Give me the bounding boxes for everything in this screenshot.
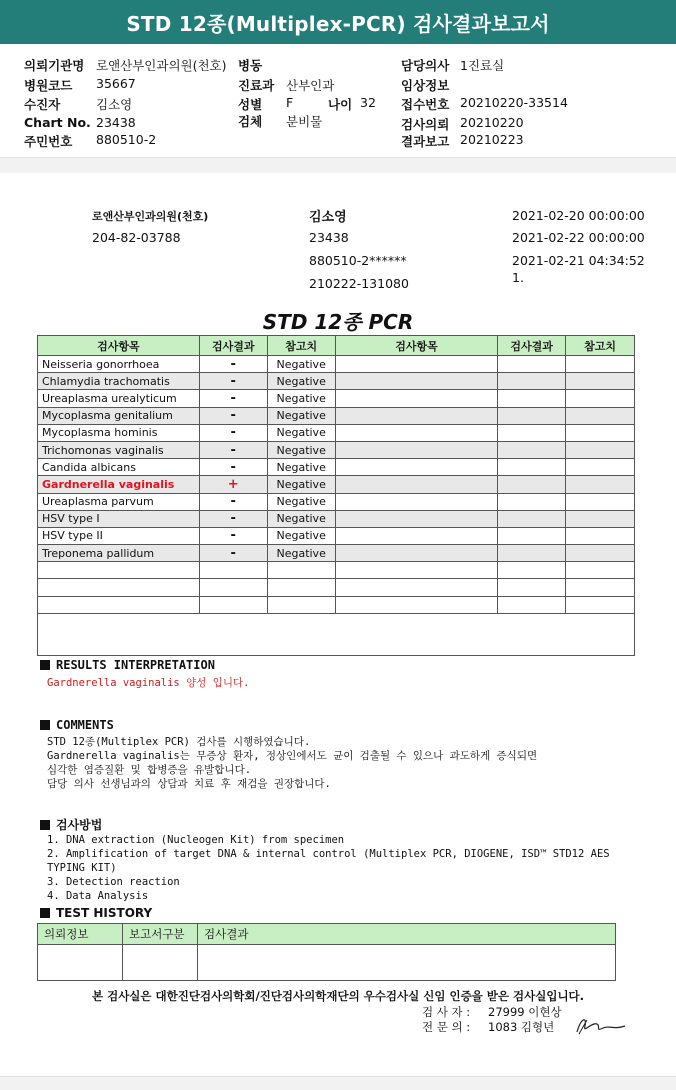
table-row xyxy=(38,579,635,596)
test-item-cell: Mycoplasma genitalium xyxy=(38,407,200,424)
empty-cell xyxy=(498,527,566,544)
table-row xyxy=(38,356,635,373)
empty-cell xyxy=(566,545,635,562)
empty-cell xyxy=(498,545,566,562)
history-cell xyxy=(38,945,123,981)
empty-cell xyxy=(199,579,267,596)
summary-clinic-no: 204-82-03788 xyxy=(92,230,181,245)
empty-cell xyxy=(335,579,498,596)
signature-icon xyxy=(573,1012,628,1038)
empty-cell xyxy=(199,596,267,613)
empty-cell xyxy=(566,493,635,510)
comment-line: Gardnerella vaginalis는 무증상 환자, 정상인에서도 균이 검출될 수 있으나 과도하게 증식되면 xyxy=(47,750,538,762)
empty-cell xyxy=(38,579,200,596)
report-value: 20210223 xyxy=(460,132,524,147)
age-label: 나이 xyxy=(328,97,353,112)
square-bullet-icon xyxy=(40,820,50,830)
sex-value: F xyxy=(286,95,294,110)
dept-label: 진료과 xyxy=(238,78,275,93)
method-line: 4. Data Analysis xyxy=(47,890,149,902)
ward-label: 병동 xyxy=(238,58,263,73)
table-row xyxy=(38,545,635,562)
col-header: 검사결과 xyxy=(498,336,566,356)
test-item-cell: Trichomonas vaginalis xyxy=(38,441,200,458)
test-result-cell: - xyxy=(199,356,267,373)
section-divider xyxy=(0,157,676,173)
empty-cell xyxy=(566,390,635,407)
empty-cell xyxy=(566,441,635,458)
empty-cell xyxy=(335,510,498,527)
table-row xyxy=(38,441,635,458)
empty-cell xyxy=(38,596,200,613)
empty-cell xyxy=(267,579,335,596)
specialist-label: 전 문 의 : xyxy=(422,1020,471,1034)
test-item-cell: Neisseria gonorrhoea xyxy=(38,356,200,373)
empty-cell xyxy=(498,562,566,579)
col-header: 참고치 xyxy=(267,336,335,356)
reference-cell: Negative xyxy=(267,459,335,476)
receipt-value: 20210220-33514 xyxy=(460,95,568,110)
clinical-label: 임상정보 xyxy=(401,78,450,93)
history-col-header: 의뢰정보 xyxy=(38,924,123,945)
empty-cell xyxy=(566,424,635,441)
summary-chart: 23438 xyxy=(309,230,349,245)
method-line: TYPING KIT) xyxy=(47,862,117,874)
empty-cell xyxy=(498,510,566,527)
empty-cell xyxy=(498,579,566,596)
summary-clinic: 로앤산부인과의원(천호) xyxy=(92,210,209,223)
table-row xyxy=(38,562,635,579)
table-row xyxy=(38,476,635,493)
test-result-cell: + xyxy=(199,476,267,493)
empty-cell xyxy=(566,356,635,373)
empty-cell xyxy=(335,441,498,458)
square-bullet-icon xyxy=(40,720,50,730)
reference-cell: Negative xyxy=(267,527,335,544)
hospital-code-value: 35667 xyxy=(96,76,136,91)
square-bullet-icon xyxy=(40,660,50,670)
patient-value: 김소영 xyxy=(96,97,133,112)
comment-line: STD 12종(Multiplex PCR) 검사를 시행하였습니다. xyxy=(47,736,311,748)
request-label: 검사의뢰 xyxy=(401,117,450,132)
specimen-label: 검체 xyxy=(238,114,263,129)
method-line: 1. DNA extraction (Nucleogen Kit) from specimen xyxy=(47,834,345,846)
reference-cell: Negative xyxy=(267,545,335,562)
empty-cell xyxy=(335,424,498,441)
sex-label: 성별 xyxy=(238,97,263,112)
empty-cell xyxy=(498,356,566,373)
history-col-header: 검사결과 xyxy=(198,924,616,945)
empty-cell xyxy=(498,390,566,407)
empty-cell xyxy=(267,562,335,579)
test-item-cell: Treponema pallidum xyxy=(38,545,200,562)
results-note-box xyxy=(37,614,635,656)
hospital-code-label: 병원코드 xyxy=(24,78,73,93)
empty-cell xyxy=(498,424,566,441)
comments-heading-text: COMMENTS xyxy=(56,718,114,732)
resident-value: 880510-2 xyxy=(96,132,157,147)
empty-cell xyxy=(566,459,635,476)
reference-cell: Negative xyxy=(267,390,335,407)
method-body xyxy=(47,833,610,903)
empty-cell xyxy=(335,476,498,493)
institution-value: 로앤산부인과의원(천호) xyxy=(96,58,227,73)
empty-cell xyxy=(335,407,498,424)
reference-cell: Negative xyxy=(267,424,335,441)
empty-cell xyxy=(498,373,566,390)
test-history-table xyxy=(37,923,616,981)
empty-cell xyxy=(335,562,498,579)
col-header: 검사항목 xyxy=(335,336,498,356)
empty-cell xyxy=(335,459,498,476)
summary-date-2: 2021-02-22 00:00:00 xyxy=(512,230,645,245)
empty-cell xyxy=(199,562,267,579)
table-row xyxy=(38,390,635,407)
test-result-cell: - xyxy=(199,459,267,476)
patient-label: 수진자 xyxy=(24,97,61,112)
test-result-cell: - xyxy=(199,407,267,424)
reference-cell: Negative xyxy=(267,510,335,527)
history-row xyxy=(38,945,616,981)
empty-cell xyxy=(566,476,635,493)
empty-cell xyxy=(335,356,498,373)
empty-cell xyxy=(498,459,566,476)
test-item-cell: HSV type I xyxy=(38,510,200,527)
test-result-cell: - xyxy=(199,373,267,390)
reference-cell: Negative xyxy=(267,476,335,493)
institution-label: 의뢰기관명 xyxy=(24,58,85,73)
resident-label: 주민번호 xyxy=(24,134,73,149)
report-header xyxy=(0,0,676,47)
page-bottom-strip xyxy=(0,1076,676,1090)
test-item-cell: Ureaplasma parvum xyxy=(38,493,200,510)
reference-cell: Negative xyxy=(267,356,335,373)
specimen-value: 분비물 xyxy=(286,114,323,129)
table-row xyxy=(38,459,635,476)
receipt-label: 접수번호 xyxy=(401,97,450,112)
reference-cell: Negative xyxy=(267,373,335,390)
dept-value: 산부인과 xyxy=(286,78,335,93)
results-interp-heading xyxy=(40,658,215,672)
test-result-cell: - xyxy=(199,441,267,458)
table-row xyxy=(38,424,635,441)
test-result-cell: - xyxy=(199,527,267,544)
specialist-value: 1083 김형년 xyxy=(488,1020,555,1034)
col-header: 참고치 xyxy=(566,336,635,356)
empty-cell xyxy=(566,562,635,579)
reference-cell: Negative xyxy=(267,441,335,458)
empty-cell xyxy=(566,596,635,613)
reference-cell: Negative xyxy=(267,407,335,424)
comments-body xyxy=(47,735,537,791)
report-label: 결과보고 xyxy=(401,134,450,149)
test-item-cell: Ureaplasma urealyticum xyxy=(38,390,200,407)
method-line: 3. Detection reaction xyxy=(47,876,180,888)
empty-cell xyxy=(566,510,635,527)
table-row xyxy=(38,407,635,424)
table-row xyxy=(38,493,635,510)
summary-date-3: 2021-02-21 04:34:52 xyxy=(512,253,645,268)
doctor-label: 담당의사 xyxy=(401,58,450,73)
empty-cell xyxy=(38,562,200,579)
summary-name: 김소영 xyxy=(309,210,347,225)
tester-label: 검 사 자 : xyxy=(422,1005,471,1019)
table-row xyxy=(38,527,635,544)
col-header: 검사항목 xyxy=(38,336,200,356)
method-heading xyxy=(40,816,102,833)
col-header: 검사결과 xyxy=(199,336,267,356)
comment-line: 담당 의사 선생님과의 상담과 치료 후 재검을 권장합니다. xyxy=(47,778,331,790)
test-item-cell: Candida albicans xyxy=(38,459,200,476)
comment-line: 심각한 염증질환 및 합병증을 유발합니다. xyxy=(47,764,252,776)
history-header-row xyxy=(38,924,616,945)
test-item-cell: Mycoplasma hominis xyxy=(38,424,200,441)
test-result-cell: - xyxy=(199,545,267,562)
summary-date-1: 2021-02-20 00:00:00 xyxy=(512,208,645,223)
empty-cell xyxy=(335,390,498,407)
table-row xyxy=(38,596,635,613)
empty-cell xyxy=(335,373,498,390)
table-row xyxy=(38,510,635,527)
empty-cell xyxy=(566,527,635,544)
chart-value: 23438 xyxy=(96,115,136,130)
summary-count: 1. xyxy=(512,270,524,285)
empty-cell xyxy=(498,476,566,493)
doctor-value: 1진료실 xyxy=(460,58,505,73)
test-item-cell: Gardnerella vaginalis xyxy=(38,476,200,493)
empty-cell xyxy=(335,545,498,562)
age-value: 32 xyxy=(360,95,376,110)
square-bullet-icon xyxy=(40,908,50,918)
test-item-cell: HSV type II xyxy=(38,527,200,544)
empty-cell xyxy=(335,493,498,510)
empty-cell xyxy=(566,373,635,390)
empty-cell xyxy=(498,596,566,613)
results-header-row xyxy=(38,336,635,356)
request-value: 20210220 xyxy=(460,115,524,130)
empty-cell xyxy=(335,596,498,613)
history-col-header: 보고서구분 xyxy=(123,924,198,945)
empty-cell xyxy=(498,407,566,424)
test-result-cell: - xyxy=(199,510,267,527)
method-line: 2. Amplification of target DNA & internal control (Multiplex PCR, DIOGENE, ISD™ STD12 AES xyxy=(47,848,610,860)
results-interp-heading-text: RESULTS INTERPRETATION xyxy=(56,658,215,672)
certification-note: 본 검사실은 대한진단검사의학회/진단검사의학재단의 우수검사실 신임 인증을 받은 검사실입니다. xyxy=(91,989,585,1003)
history-cell xyxy=(123,945,198,981)
test-history-heading-text: TEST HISTORY xyxy=(56,906,153,920)
summary-order-no: 210222-131080 xyxy=(309,276,409,291)
chart-label: Chart No. xyxy=(24,115,91,130)
test-result-cell: - xyxy=(199,493,267,510)
tester-value: 27999 이현상 xyxy=(488,1005,562,1019)
empty-cell xyxy=(566,407,635,424)
test-item-cell: Chlamydia trachomatis xyxy=(38,373,200,390)
pcr-title: STD 12종 PCR xyxy=(262,310,414,334)
results-interp-text: Gardnerella vaginalis 양성 입니다. xyxy=(47,677,250,689)
empty-cell xyxy=(498,441,566,458)
empty-cell xyxy=(566,579,635,596)
comments-heading xyxy=(40,718,114,732)
empty-cell xyxy=(498,493,566,510)
table-row xyxy=(38,373,635,390)
results-table xyxy=(37,335,635,614)
history-cell xyxy=(198,945,616,981)
test-result-cell: - xyxy=(199,390,267,407)
summary-resident: 880510-2****** xyxy=(309,253,407,268)
empty-cell xyxy=(335,527,498,544)
reference-cell: Negative xyxy=(267,493,335,510)
test-history-heading xyxy=(40,906,152,920)
method-heading-text: 검사방법 xyxy=(56,818,103,832)
report-title: STD 12종(Multiplex-PCR) 검사결과보고서 xyxy=(126,11,550,36)
empty-cell xyxy=(267,596,335,613)
test-result-cell: - xyxy=(199,424,267,441)
